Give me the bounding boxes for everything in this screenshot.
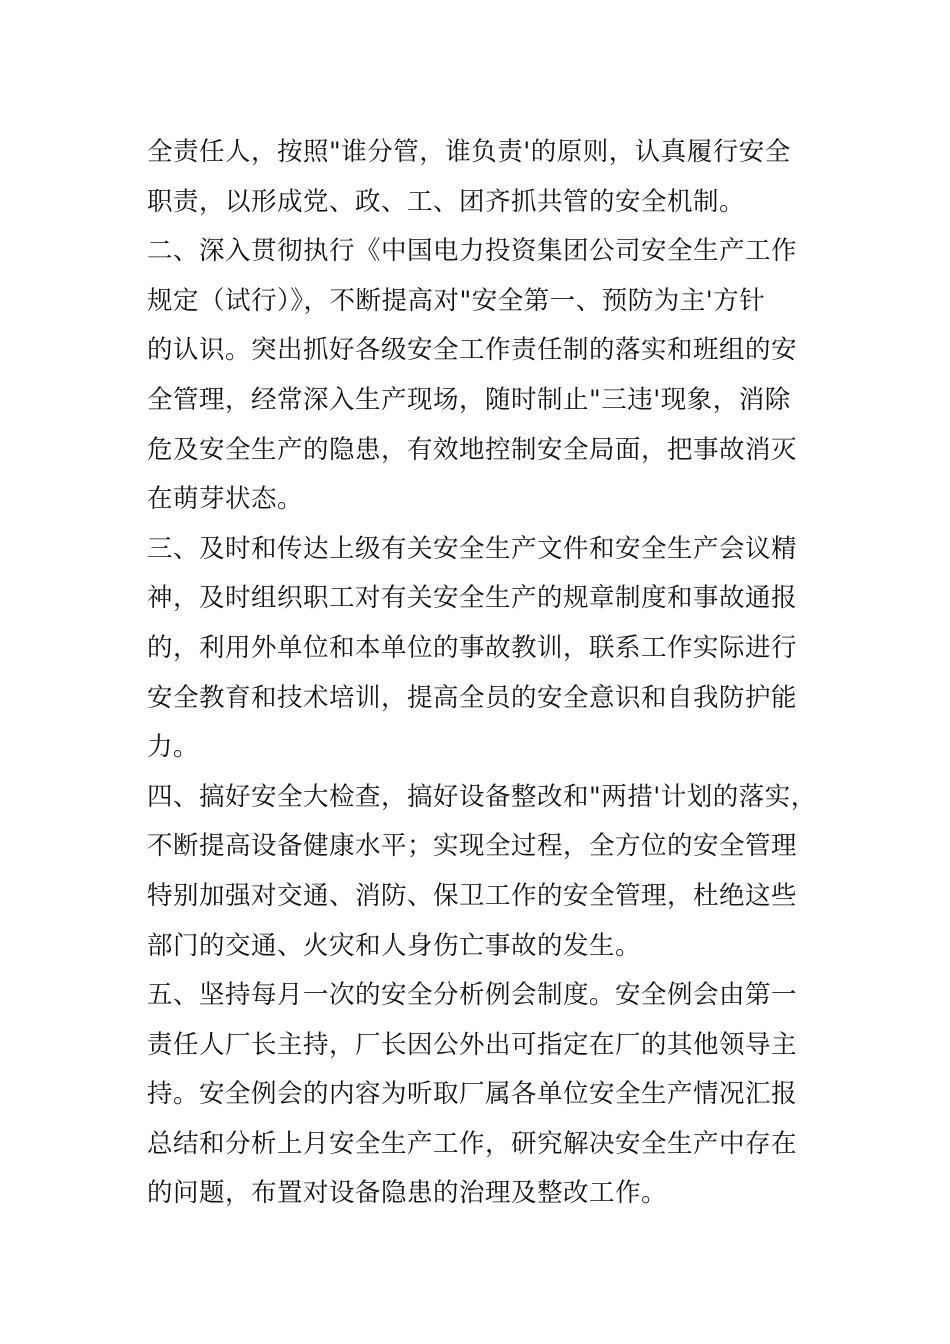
text-line: 安全教育和技术培训，提高全员的安全意识和自我防护能 <box>147 682 798 713</box>
text-line: 全责任人，按照"谁分管，谁负责'的原则，认真履行安全 <box>147 137 791 167</box>
text-line: 特别加强对交通、消防、保卫工作的安全管理，杜绝这些 <box>147 880 798 911</box>
text-line: 五、坚持每月一次的安全分析例会制度。安全例会由第一 <box>147 980 798 1011</box>
text-line: 持。安全例会的内容为听取厂属各单位安全生产情况汇报 <box>147 1079 798 1110</box>
text-line: 职责，以形成党、政、工、团齐抓共管的安全机制。 <box>147 186 746 217</box>
text-line: 的认识。突出抓好各级安全工作责任制的落实和班组的安 <box>147 335 798 366</box>
text-line: 的问题，布置对设备隐患的治理及整改工作。 <box>147 1178 668 1209</box>
text-line: 在萌芽状态。 <box>147 484 304 515</box>
text-line: 三、及时和传达上级有关安全生产文件和安全生产会议精 <box>147 533 798 564</box>
text-line: 部门的交通、火灾和人身伤亡事故的发生。 <box>147 930 642 961</box>
text-line: 责任人厂长主持，厂长因公外出可指定在厂的其他领导主 <box>147 1029 798 1060</box>
text-line: 四、搞好安全大检查，搞好设备整改和"两措'计划的落实， <box>147 781 817 812</box>
text-line: 规定（试行）》，不断提高对"安全第一、预防为主'方针 <box>147 285 766 316</box>
text-line: 力。 <box>147 732 200 763</box>
text-line: 二、深入贯彻执行《中国电力投资集团公司安全生产工作 <box>147 236 798 267</box>
text-line: 神，及时组织职工对有关安全生产的规章制度和事故通报 <box>147 583 798 614</box>
text-line: 总结和分析上月安全生产工作，研究解决安全生产中存在 <box>147 1128 798 1159</box>
text-line: 不断提高设备健康水平；实现全过程，全方位的安全管理 <box>147 831 798 862</box>
text-line: 危及安全生产的隐患，有效地控制安全局面，把事故消灭 <box>147 434 798 465</box>
text-line: 全管理，经常深入生产现场，随时制止"三违'现象，消除 <box>147 384 791 415</box>
text-line: 的，利用外单位和本单位的事故教训，联系工作实际进行 <box>147 632 798 663</box>
document-body <box>147 128 817 1219</box>
